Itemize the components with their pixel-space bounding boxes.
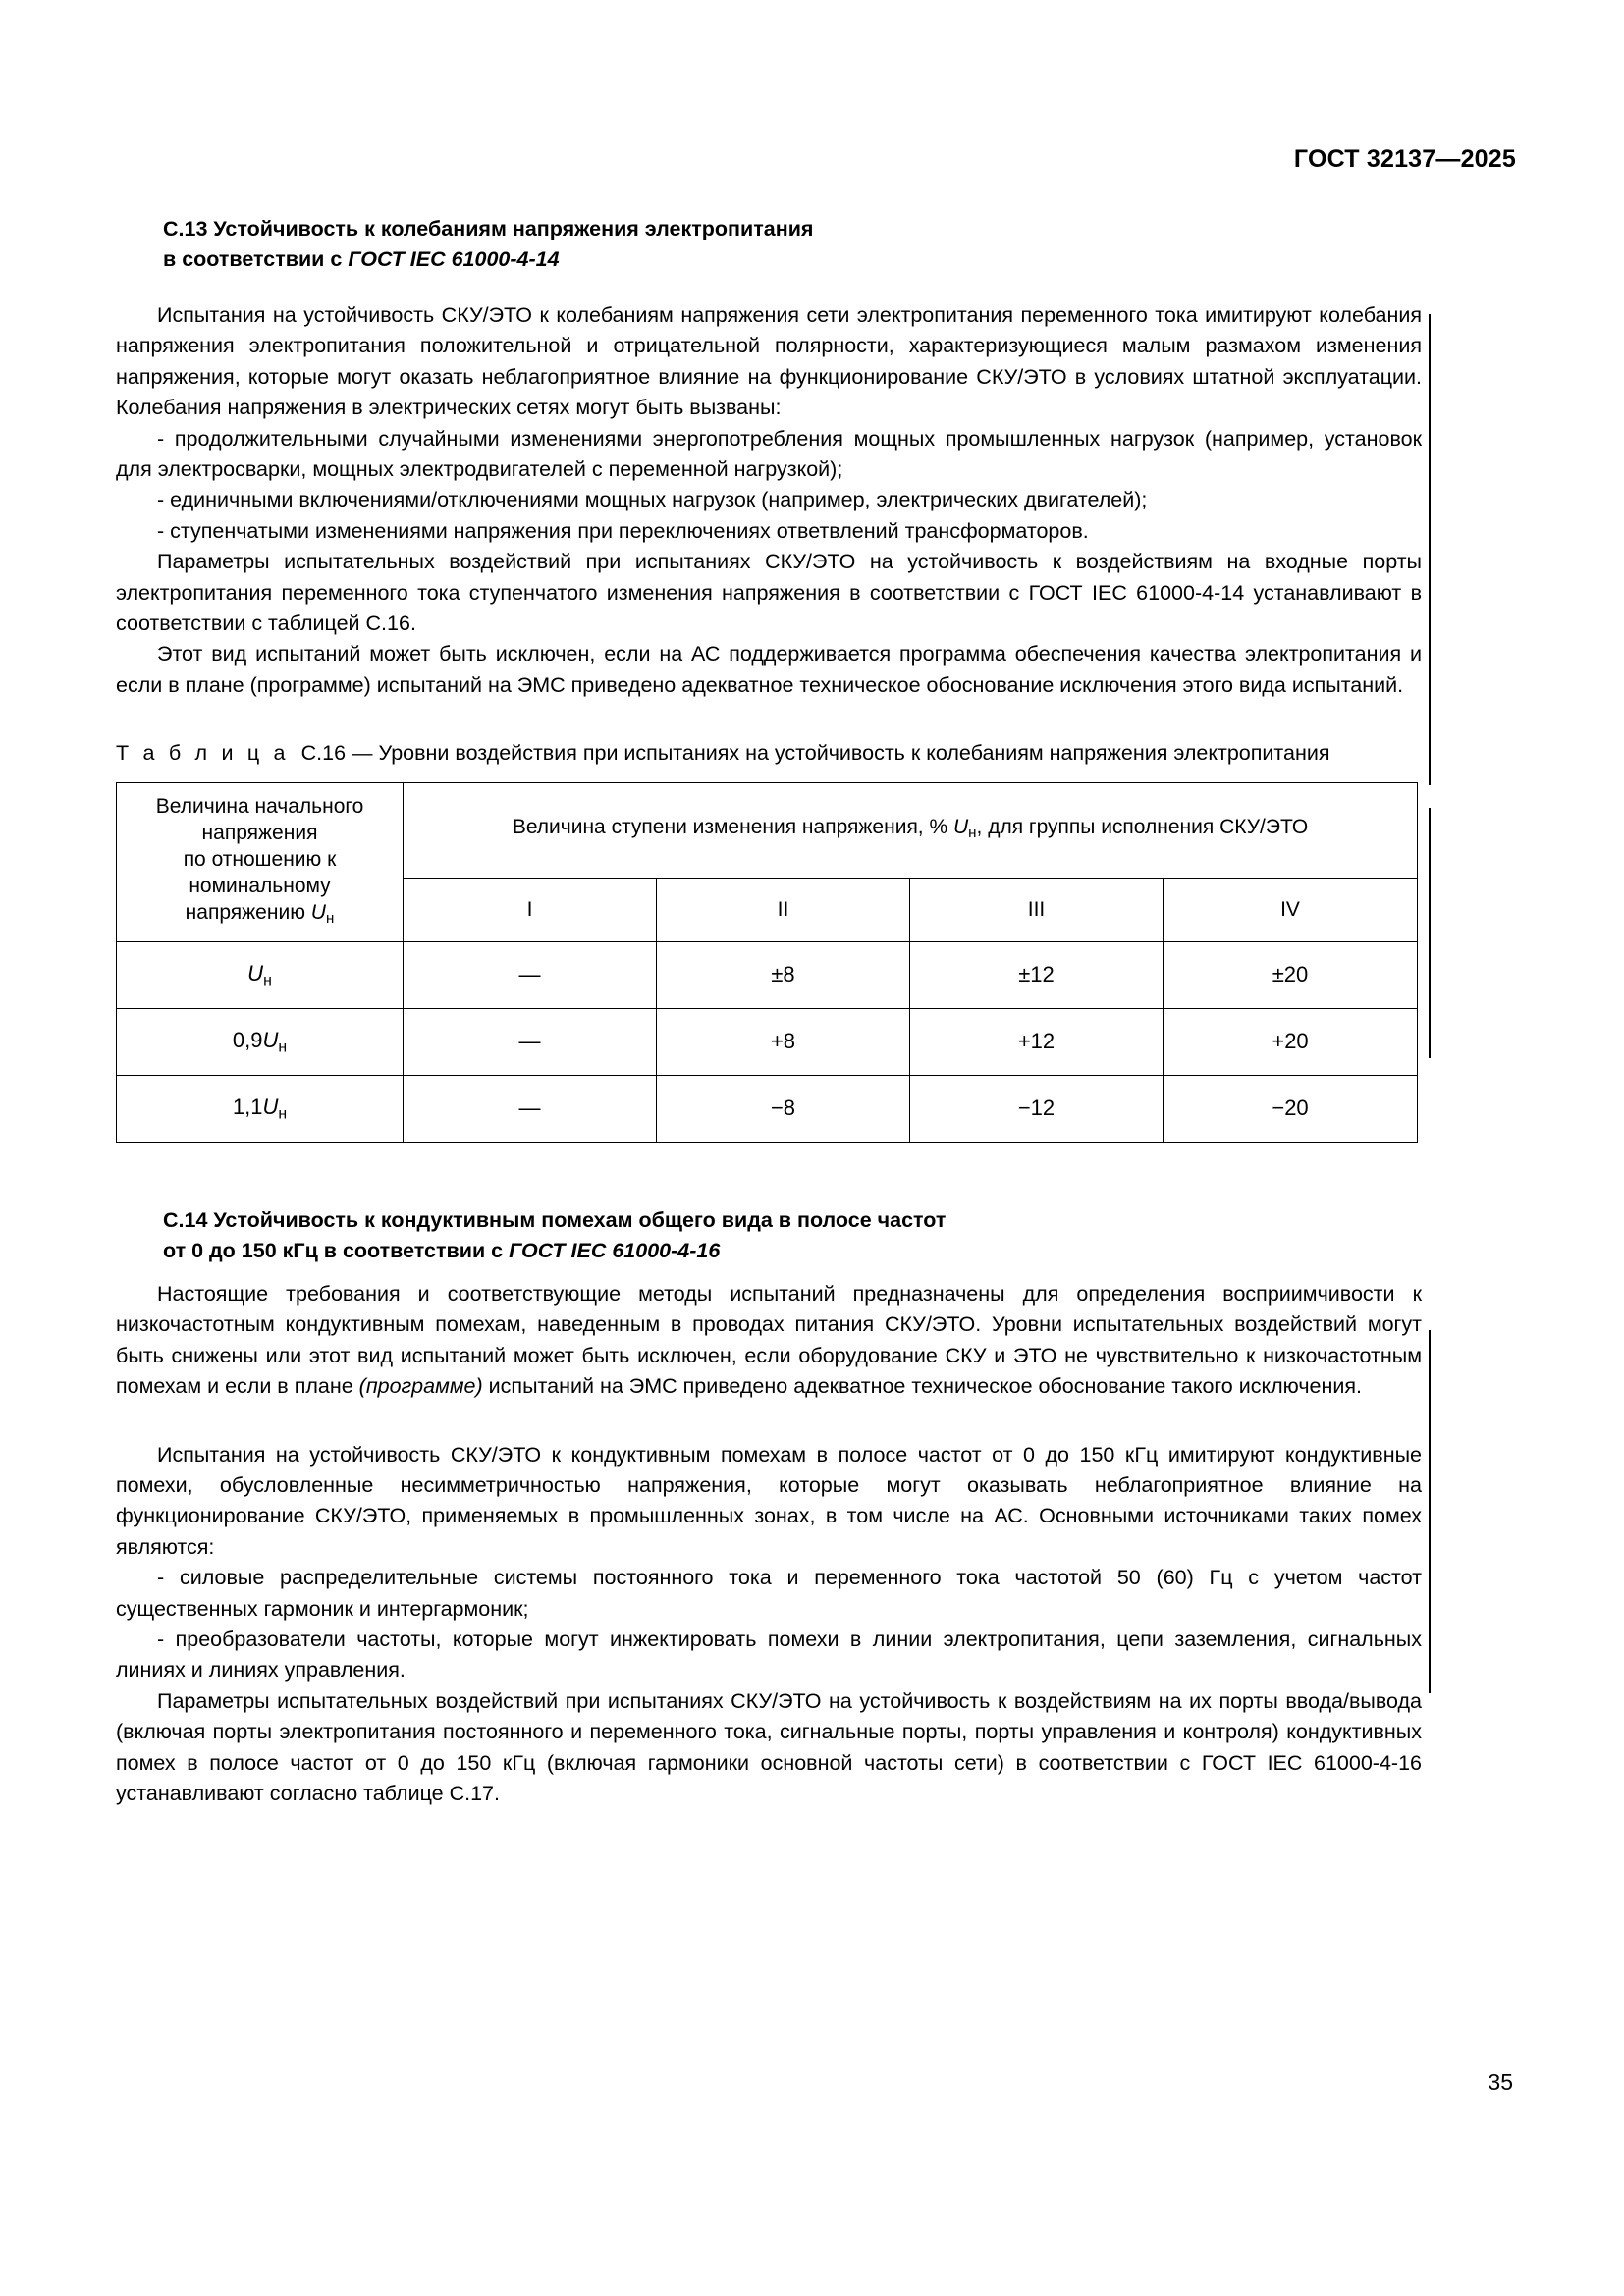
paragraph-c14-scope-italic: (программе) (358, 1374, 483, 1399)
table-c16-header-initial-voltage-subscript: н (325, 909, 335, 927)
table-c16-row1-label-subscript: н (263, 972, 272, 989)
section-heading-c14-standard-ref: ГОСТ IEC 61000-4-16 (509, 1238, 721, 1262)
table-c16-header-initial-voltage-line1: Величина начального напряжения (155, 794, 364, 844)
paragraph-c14-bullet-1: - силовые распределительные системы постоянного тока и переменного тока частотой 50 (60) Гц с учетом частот существенных гармоник и интергармоник; (116, 1566, 1422, 1621)
table-c16-row2-label-symbol: U (262, 1027, 279, 1052)
table-c16-caption-label: Т а б л и ц а (116, 741, 290, 766)
table-c16 (116, 782, 1418, 1143)
section-heading-c13-line2 (163, 244, 1422, 275)
paragraph-c14-scope (116, 1279, 1422, 1403)
table-c16-header-row-1 (117, 782, 1418, 878)
change-bar-upper (1429, 314, 1431, 785)
paragraph-c14-scope-part-a: Настоящие требования и соответствующие методы испытаний предназначены для определения восприимчивости к низкочастотным кондуктивным помехам, наведенным в проводах питания СКУ/ЭТО. Уровни испытательных воздействий могут быть снижены или этот вид испытаний может быть исключен, если оборудование СКУ и ЭТО не чувствительно к низкочастотным помехам и если в плане (116, 1281, 1422, 1399)
paragraph-c13-parameters: Параметры испытательных воздействий при испытаниях СКУ/ЭТО на устойчивость к воздействиям на входные порты электропитания переменного тока ступенчатого изменения напряжения в соответствии с ГОСТ IEC 61000-4-14 устанавливают в соответствии с таблицей С.16. (116, 550, 1422, 636)
paragraph-c14-bullet-2: - преобразователи частоты, которые могут инжектировать помехи в линии электропитания, цепи заземления, сигнальных линиях и линиях управления. (116, 1627, 1422, 1682)
table-row (117, 941, 1418, 1008)
paragraph-c13-intro: Испытания на устойчивость СКУ/ЭТО к колебаниям напряжения сети электропитания переменного тока имитируют колебания напряжения электропитания положительной и отрицательной полярности, характеризующиеся малым размахом изменения напряжения, которые могут оказать неблагоприятное влияние на функционирование СКУ/ЭТО в условиях штатной эксплуатации. Колебания напряжения в электрических сетях могут быть вызваны: (116, 303, 1422, 420)
table-c16-row1-label-symbol: U (247, 960, 264, 986)
paragraph-c13-exclusion: Этот вид испытаний может быть исключен, если на АС поддерживается программа обеспечения качества электропитания и если в плане (программе) испытаний на ЭМС приведено адекватное техническое обоснование исключения этого вида испытаний. (116, 642, 1422, 697)
table-c16-row2-group-iv: +20 (1164, 1008, 1418, 1075)
table-c16-caption-dash: — (352, 741, 373, 766)
paragraph-c14-scope-part-b: испытаний на ЭМС приведено адекватное техническое обоснование такого исключения. (482, 1374, 1362, 1399)
table-c16-row1-group-i: — (404, 941, 657, 1008)
paragraph-c13-bullet-2: - единичными включениями/отключениями мощных нагрузок (например, электрических двигателей); (157, 488, 1148, 512)
table-c16-row2-label-prefix: 0,9 (232, 1027, 263, 1052)
table-c16-row1-group-iv: ±20 (1164, 941, 1418, 1008)
table-c16-row1-group-ii: ±8 (657, 941, 910, 1008)
paragraph-c13-bullet-3: - ступенчатыми изменениями напряжения при переключениях ответвлений трансформаторов. (157, 518, 1089, 543)
section-heading-c14-line2 (163, 1236, 1422, 1266)
paragraph-c14-parameters: Параметры испытательных воздействий при испытаниях СКУ/ЭТО на устойчивость к воздействиям на их порты ввода/вывода (включая порты электропитания постоянного и переменного тока, сигнальные порты, порты управления и контроля) кондуктивных помех в полосе частот от 0 до 150 кГц (включая гармоники основной частоты сети) в соответствии с ГОСТ IEC 61000-4-16 устанавливают согласно таблице С.17. (116, 1688, 1422, 1805)
page-content (116, 214, 1422, 1809)
table-c16-row3-group-iv: −20 (1164, 1075, 1418, 1142)
change-bar-table (1429, 808, 1431, 1058)
table-c16-header-initial-voltage-line2: по отношению к номинальному (183, 847, 337, 897)
table-c16-row2-label-subscript: н (278, 1039, 288, 1056)
change-bar-lower (1429, 1330, 1431, 1693)
section-heading-c14-line2-prefix: от 0 до 150 кГц в соответствии с (163, 1238, 510, 1262)
table-c16-row2-label (117, 1008, 404, 1075)
table-c16-row2-group-iii: +12 (910, 1008, 1164, 1075)
table-c16-row2-group-i: — (404, 1008, 657, 1075)
table-c16-header-step-subscript: н (968, 825, 977, 842)
table-c16-header-group-iii: III (910, 878, 1164, 941)
table-c16-header-step-symbol: U (953, 816, 969, 839)
table-c16-caption-text: Уровни воздействия при испытаниях на устойчивость к колебаниям напряжения электропитания (378, 741, 1330, 766)
table-c16-row3-label (117, 1075, 404, 1142)
paragraph-c14-sources-intro: Испытания на устойчивость СКУ/ЭТО к кондуктивным помехам в полосе частот от 0 до 150 кГц имитируют кондуктивные помехи, обусловленные несимметричностью напряжения, которые могут оказывать неблагоприятное влияние на функционирование СКУ/ЭТО, применяемых в промышленных зонах, в том числе на АС. Основными источниками таких помех являются: (116, 1442, 1422, 1559)
table-c16-row3-label-subscript: н (278, 1105, 288, 1123)
table-c16-header-initial-voltage-line3-prefix: напряжению (185, 900, 311, 924)
table-c16-row3-group-iii: −12 (910, 1075, 1164, 1142)
section-heading-c14 (163, 1205, 1422, 1266)
page-number: 35 (1488, 2069, 1513, 2095)
document-header-standard-number: ГОСТ 32137—2025 (1293, 145, 1516, 173)
table-c16-caption-number: С.16 (300, 741, 347, 766)
table-row (117, 1008, 1418, 1075)
table-row (117, 1075, 1418, 1142)
table-c16-caption (116, 738, 1422, 769)
section-heading-c13-line2-prefix: в соответствии с (163, 247, 349, 271)
table-c16-row3-label-symbol: U (262, 1094, 279, 1119)
table-c16-header-group-ii: II (657, 878, 910, 941)
table-c16-row3-group-i: — (404, 1075, 657, 1142)
table-c16-row3-group-ii: −8 (657, 1075, 910, 1142)
table-c16-row1-label (117, 941, 404, 1008)
table-c16-row1-group-iii: ±12 (910, 941, 1164, 1008)
table-c16-header-step-prefix: Величина ступени изменения напряжения, % (512, 816, 953, 839)
section-heading-c14-line1: C.14 Устойчивость к кондуктивным помехам общего вида в полосе частот (163, 1207, 947, 1232)
table-c16-header-group-iv: IV (1164, 878, 1418, 941)
table-c16-row2-group-ii: +8 (657, 1008, 910, 1075)
paragraph-c13-bullet-1: - продолжительными случайными изменениями энергопотребления мощных промышленных нагрузок (например, установок для электросварки, мощных электродвигателей с переменной нагрузкой); (116, 426, 1422, 482)
section-heading-c13-standard-ref: ГОСТ IEC 61000-4-14 (348, 247, 560, 271)
table-c16-header-initial-voltage-symbol: U (310, 900, 326, 924)
section-heading-c13-line1: C.13 Устойчивость к колебаниям напряжения электропитания (163, 217, 814, 240)
table-c16-row3-label-prefix: 1,1 (232, 1094, 263, 1119)
section-heading-c13 (163, 214, 1422, 275)
table-c16-header-group-i: I (404, 878, 657, 941)
table-c16-header-step-suffix: , для группы исполнения СКУ/ЭТО (976, 816, 1309, 839)
table-c16-header-initial-voltage (117, 782, 404, 941)
table-c16-header-step-magnitude (404, 782, 1418, 878)
